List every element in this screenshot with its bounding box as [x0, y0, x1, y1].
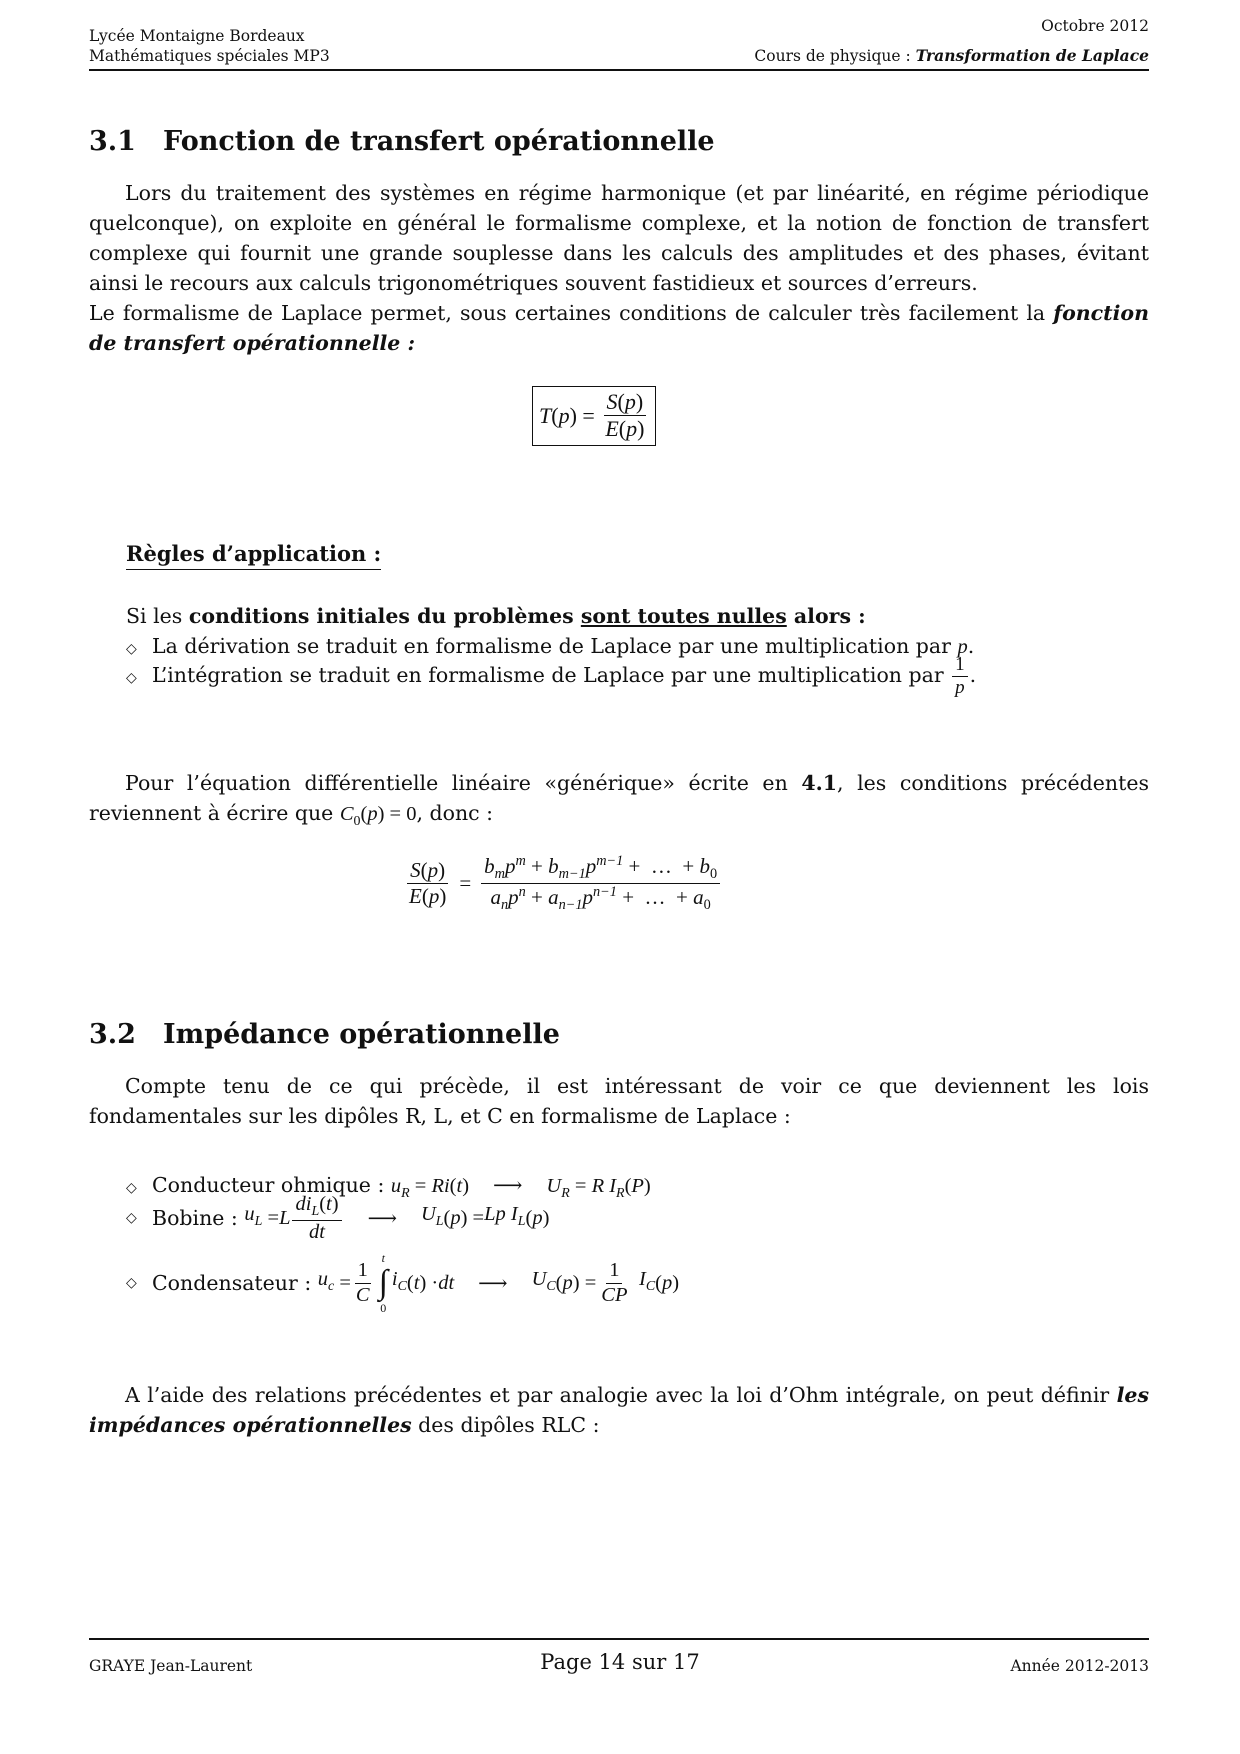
- diamond-icon: ◇: [126, 669, 137, 686]
- resistor-label: Conducteur ohmique :: [152, 1173, 391, 1197]
- cond-bold: conditions initiales du problèmes: [188, 604, 581, 628]
- section-32-number: 3.2: [89, 1019, 136, 1050]
- header-class: Mathématiques spéciales MP3: [89, 47, 330, 65]
- para3-ref: 4.1: [801, 771, 838, 795]
- para3-end: , donc :: [416, 801, 494, 825]
- section-32-paragraph-1: Compte tenu de ce qui précède, il est intéressant de voir ce que deviennent les lois fondamentales sur les dipôles R, L, et C en formalisme de Laplace :: [89, 1074, 1149, 1128]
- section-32-title: Impédance opérationnelle: [163, 1019, 560, 1050]
- diamond-icon: ◇: [126, 1275, 137, 1291]
- transfer-function-rational-equation: $\frac{S(p)}{E(p)}$ = $\frac{b_mp^m + b_{m-1}p^{m-1} + \dots + b_0}{a_np^n + a_{n-1}p^{n-1} + \dots + a_0}$: [404, 853, 722, 913]
- section-31-title: Fonction de transfert opérationnelle: [163, 126, 715, 157]
- footer-author: GRAYE Jean-Laurent: [89, 1657, 253, 1675]
- bullet-derivation-text: La dérivation se traduit en formalisme de Laplace par une multiplication par: [152, 634, 958, 658]
- section-31-number: 3.1: [89, 126, 136, 157]
- section-32-heading: [89, 1019, 560, 1050]
- diamond-icon: ◇: [126, 641, 137, 657]
- bullet-integration-text: L’intégration se traduit en formalisme de Laplace par une multiplication par: [152, 662, 951, 687]
- para-impedance-start: A l’aide des relations précédentes et par analogie avec la loi d’Ohm intégrale, on peut définir: [125, 1383, 1117, 1407]
- dipole-resistor: ◇ Conducteur ohmique : $u_R = Ri(t)$ ⟶ $U_R = R$ $I_R(P)$: [126, 1173, 651, 1202]
- diamond-icon: ◇: [126, 1210, 137, 1227]
- cond-underline: sont toutes nulles: [580, 604, 787, 628]
- para-impedance-emphasis: les impédances opérationnelles: [89, 1383, 1149, 1437]
- para-impedance-end: des dipôles RLC :: [411, 1413, 600, 1437]
- diamond-icon: ◇: [126, 1180, 137, 1196]
- para3-start: Pour l’équation différentielle linéaire «générique» écrite en: [125, 771, 802, 795]
- section-31-paragraph-2: [89, 298, 1149, 358]
- header-topic: Transformation de Laplace: [915, 46, 1149, 65]
- section-31-heading: [89, 126, 715, 157]
- header-date: Octobre 2012: [1041, 17, 1149, 35]
- header-course-label: Cours de physique :: [754, 47, 916, 65]
- cond-alors: alors :: [786, 604, 866, 628]
- footer-year: Année 2012-2013: [1010, 1657, 1149, 1675]
- rule-bullet-integration: ◇ L’intégration se traduit en formalisme de Laplace par une multiplication par $\frac{1}{p}$ .: [126, 654, 977, 698]
- header-school: Lycée Montaigne Bordeaux: [89, 27, 305, 45]
- para2-text: Le formalisme de Laplace permet, sous certaines conditions de calculer très facilement la: [89, 301, 1054, 325]
- section-32-paragraph-2: [89, 1380, 1149, 1440]
- cond-si: Si les: [126, 604, 189, 628]
- dipole-capacitor: ◇ Condensateur : $u_c$ = $\frac{1}{C}$ t ∫ 0 $i_C$ ( t ) · dt ⟶ $U_C$ ( p ) = $\frac{1}{CP}$ $I_C$ ( p ): [126, 1251, 680, 1315]
- initial-conditions-line: [126, 601, 866, 631]
- inductor-label: Bobine :: [152, 1206, 238, 1231]
- transfer-function-box: T ( p ) = $\frac{S(p)}{E(p)}$: [532, 386, 656, 446]
- dipole-inductor: ◇ Bobine : $u_L$ = L $\frac{di_L(t)}{dt}$ ⟶ $U_L$ ( p ) = Lp $I_L$ ( p ): [126, 1193, 550, 1244]
- para2-emphasis: fonction de transfert opérationnelle :: [89, 301, 1149, 355]
- rule-bullet-derivation: ◇ La dérivation se traduit en formalisme de Laplace par une multiplication par p.: [126, 631, 974, 664]
- section-31-paragraph-3: Pour l’équation différentielle linéaire «générique» écrite en 4.1, les conditions précédentes reviennent à écrire que $C_0(p) = 0$, donc :: [89, 771, 1150, 830]
- footer-page-number: Page 14 sur 17: [540, 1650, 700, 1674]
- section-31-paragraph-1: Lors du traitement des systèmes en régime harmonique (et par linéarité, en régime périodique quelconque), on exploite en général le formalisme complexe, et la notion de fonction de transfert complexe qui fournit une grande souplesse dans les calculs des amplitudes et des phases, évitant ainsi le recours aux calculs trigonométriques souvent fastidieux et sources d’erreurs.: [89, 181, 1149, 295]
- para3-mid: , les conditions précédentes reviennent à écrire que: [89, 771, 1150, 825]
- footer-rule: [89, 1638, 1149, 1640]
- rules-title: Règles d’application :: [126, 541, 381, 570]
- header-course: [754, 46, 1149, 66]
- header-rule: [89, 69, 1149, 71]
- capacitor-label: Condensateur :: [152, 1271, 312, 1295]
